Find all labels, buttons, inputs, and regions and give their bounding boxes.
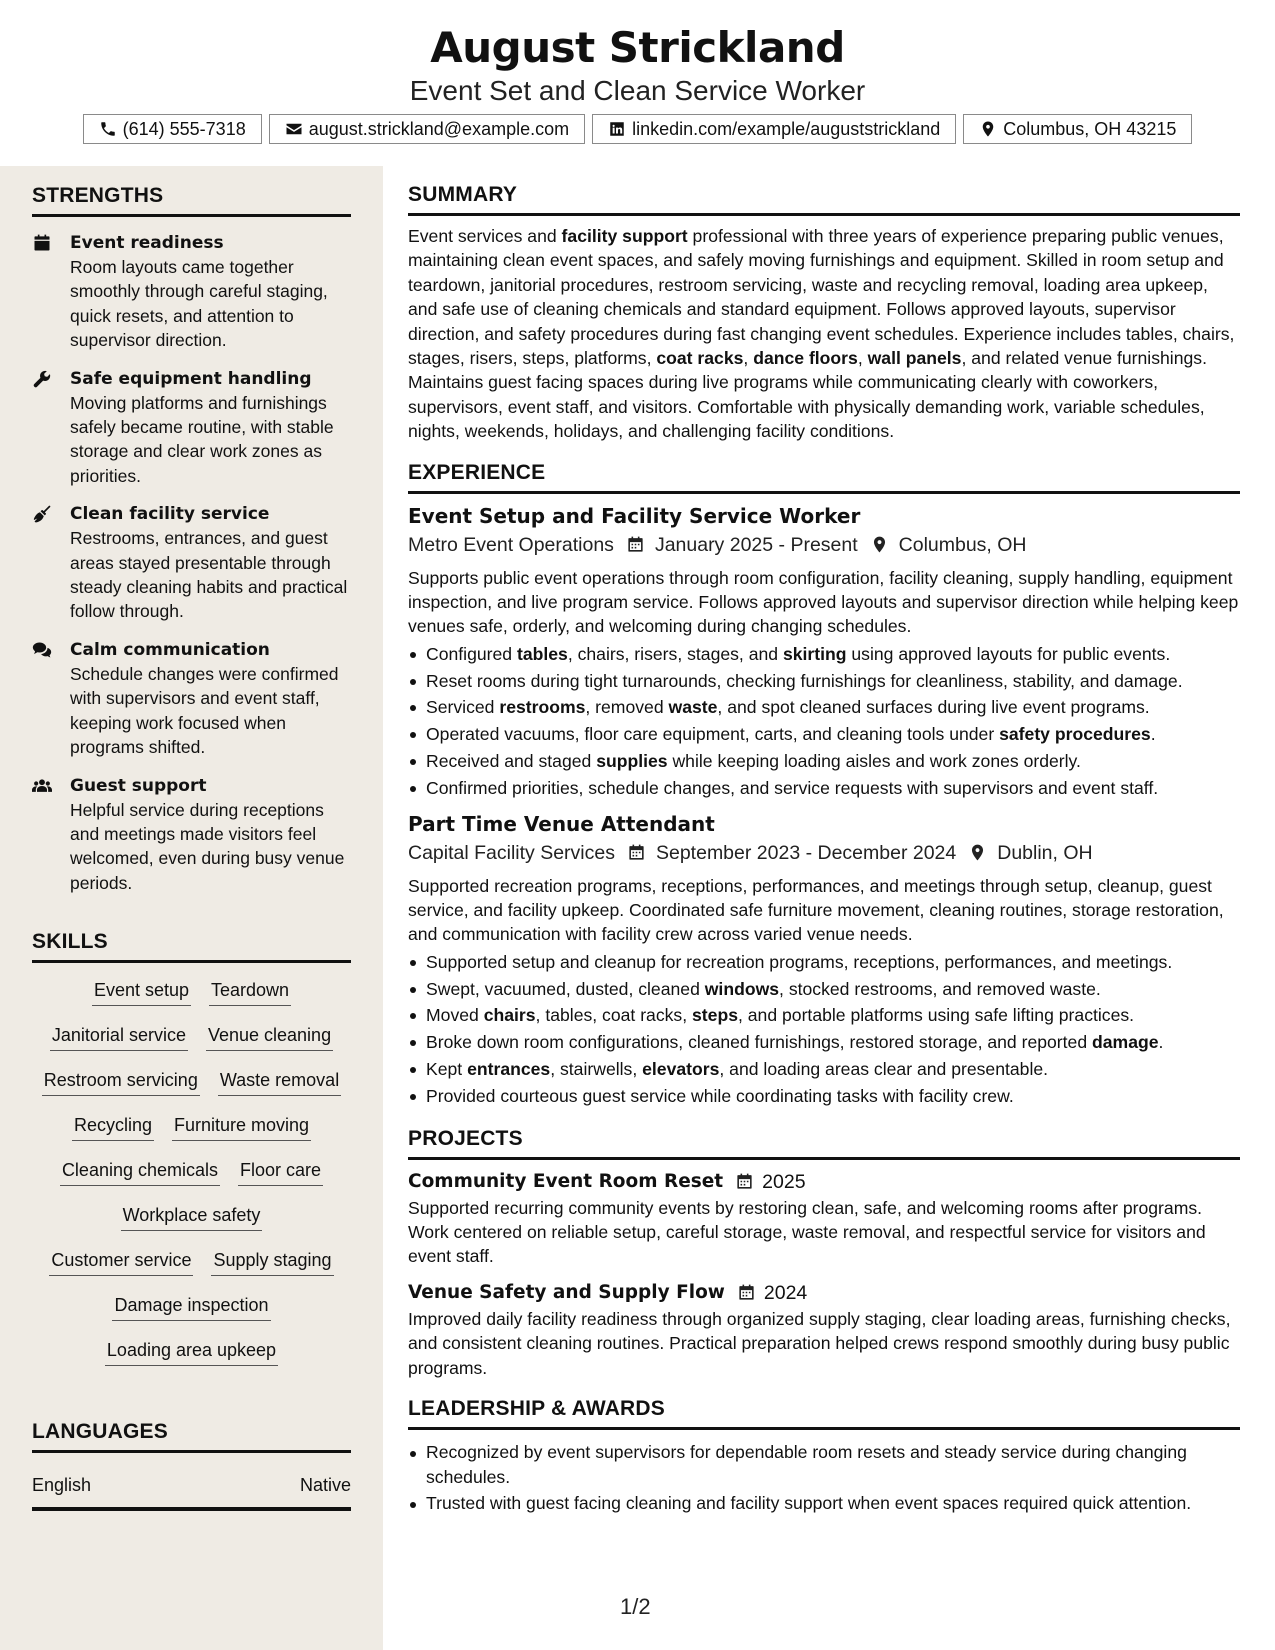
job-title: Part Time Venue Attendant — [408, 811, 715, 836]
awards-list — [408, 1440, 1240, 1515]
bullet-item: Operated vacuums, floor care equipment, carts, and cleaning tools under safety procedures. — [408, 721, 1240, 748]
strength-title: Event readiness — [70, 233, 224, 253]
summary-text: Event services and facility support professional with three years of experience preparing public venues, maintaining clean event spaces, and safely moving furnishings and equipment. Skilled in room setup and teardown, janitorial procedures, restroom servicing, waste and recycling removal, loading area upkeep, and safe use of cleaning chemicals and standard equipment. Follows approved layouts, supervisor direction, and safety procedures during fast changing event schedules. Experience includes tables, chairs, stages, risers, steps, platforms, coat racks, dance floors, wall panels, and related venue furnishings. Maintains guest facing spaces during live programs while communicating clearly with coworkers, supervisors, event staff, and visitors. Comfortable with physically demanding work, variable schedules, nights, weekends, holidays, and challenging facility conditions. — [408, 226, 1235, 442]
project-title: Community Event Room Reset — [408, 1170, 724, 1192]
resume-header — [0, 22, 1275, 108]
skill-tag: Recycling — [72, 1112, 154, 1141]
broom-icon — [32, 504, 52, 524]
languages-title: LANGUAGES — [32, 1419, 351, 1453]
strength-desc: Room layouts came together smoothly through careful staging, quick resets, and attention to supervisor direction. — [70, 257, 328, 351]
candidate-headline: Event Set and Clean Service Worker — [409, 75, 866, 106]
job-location: Dublin, OH — [997, 841, 1093, 864]
contact-linkedin[interactable] — [592, 114, 956, 144]
strength-item — [32, 774, 351, 896]
wrench-icon — [32, 369, 52, 389]
calendar-icon — [627, 843, 646, 862]
job-location: Columbus, OH — [898, 533, 1027, 556]
contact-bar — [0, 114, 1275, 144]
calendar-icon — [626, 535, 645, 554]
strength-title: Calm communication — [70, 639, 270, 660]
skill-tag: Venue cleaning — [206, 1022, 333, 1051]
language-name: English — [32, 1475, 92, 1495]
bullet-item: Received and staged supplies while keeping loading aisles and work zones orderly. — [408, 748, 1240, 775]
project-year: 2025 — [762, 1170, 806, 1193]
language-row — [32, 1473, 351, 1511]
candidate-name: August Strickland — [430, 23, 845, 72]
map-pin-icon — [968, 843, 987, 862]
page-number: 1/2 — [620, 1594, 651, 1619]
skill-tag: Customer service — [49, 1247, 193, 1276]
strength-item — [32, 638, 351, 760]
bullet-item: Provided courteous guest service while coordinating tasks with facility crew. — [408, 1083, 1240, 1110]
bullet-item: Confirmed priorities, schedule changes, and service requests with supervisors and event staff. — [408, 775, 1240, 802]
main-content — [408, 182, 1240, 1517]
strengths-title: STRENGTHS — [32, 183, 351, 217]
strength-desc: Moving platforms and furnishings safely became routine, with stable storage and clear work zones as priorities. — [70, 392, 334, 486]
skills-title: SKILLS — [32, 929, 351, 963]
job-bullets — [408, 641, 1240, 802]
skill-tag: Loading area upkeep — [105, 1337, 278, 1366]
project-entry — [408, 1279, 1240, 1380]
strength-title: Guest support — [70, 775, 207, 796]
award-item: Recognized by event supervisors for dependable room resets and steady service during changing schedules. — [408, 1440, 1240, 1489]
contact-email[interactable] — [269, 114, 585, 144]
skill-tag: Event setup — [92, 977, 191, 1006]
skill-tag: Workplace safety — [121, 1202, 263, 1231]
envelope-icon — [285, 120, 303, 138]
job-title: Event Setup and Facility Service Worker — [408, 503, 861, 528]
contact-location — [963, 114, 1192, 144]
skill-tag: Damage inspection — [112, 1292, 270, 1321]
award-item: Trusted with guest facing cleaning and facility support when event spaces required quick attention. — [408, 1491, 1240, 1515]
job-dates: January 2025 - Present — [654, 533, 858, 556]
bullet-item: Supported setup and cleanup for recreation programs, receptions, performances, and meetings. — [408, 949, 1240, 976]
skill-tag: Restroom servicing — [42, 1067, 200, 1096]
job-meta — [408, 530, 1240, 560]
project-description: Improved daily facility readiness through organized supply staging, clear loading areas, furnishing checks, and consistent cleaning routines. Practical preparation helped crews respond smoothly during busy public programs. — [408, 1308, 1231, 1378]
skill-tag: Teardown — [209, 977, 291, 1006]
map-pin-icon — [870, 535, 889, 554]
skills-list — [32, 977, 351, 1382]
job-description: Supports public event operations through room configuration, facility cleaning, supply handling, equipment inspection, and live program service. Follows approved layouts and supervisor direction while helping keep venues safe, orderly, and welcoming during changing schedules. — [408, 567, 1239, 637]
strength-desc: Helpful service during receptions and meetings made visitors feel welcomed, even during busy venue periods. — [70, 799, 345, 893]
project-entry — [408, 1168, 1240, 1269]
project-header — [408, 1279, 1240, 1307]
skill-tag: Furniture moving — [172, 1112, 311, 1141]
phone-text: (614) 555-7318 — [122, 118, 246, 139]
language-level: Native — [299, 1475, 351, 1495]
bullet-item: Broke down room configurations, cleaned furnishings, restored storage, and reported damage. — [408, 1029, 1240, 1056]
strength-desc: Schedule changes were confirmed with supervisors and event staff, keeping work focused when programs shifted. — [70, 663, 339, 758]
calendar-icon — [737, 1283, 756, 1302]
linkedin-icon — [608, 120, 626, 138]
strength-title: Safe equipment handling — [70, 368, 312, 389]
experience-title: EXPERIENCE — [408, 460, 1240, 494]
languages-section — [32, 1419, 351, 1511]
skill-tag: Supply staging — [211, 1247, 333, 1276]
job-bullets — [408, 949, 1240, 1110]
bullet-item: Serviced restrooms, removed waste, and spot cleaned surfaces during live event programs. — [408, 694, 1240, 721]
bullet-item: Swept, vacuumed, dusted, cleaned windows, stocked restrooms, and removed waste. — [408, 976, 1240, 1003]
email-text: august.strickland@example.com — [308, 118, 570, 139]
job-description: Supported recreation programs, receptions, performances, and meetings through setup, cleanup, guest service, and facility upkeep. Coordinated safe furniture movement, cleaning routines, storage restoration, and communication with facility crew across varied venue needs. — [408, 875, 1224, 945]
skill-tag: Floor care — [238, 1157, 323, 1186]
skill-tag: Janitorial service — [50, 1022, 188, 1051]
job-company: Capital Facility Services — [408, 841, 615, 864]
projects-title: PROJECTS — [408, 1126, 1240, 1160]
job-entry — [408, 502, 1240, 802]
strength-desc: Restrooms, entrances, and guest areas stayed presentable through steady cleaning habits and practical follow through. — [70, 528, 348, 622]
awards-title: LEADERSHIP & AWARDS — [408, 1396, 1240, 1430]
bullet-item: Moved chairs, tables, coat racks, steps, and portable platforms using safe lifting practices. — [408, 1002, 1240, 1029]
job-company: Metro Event Operations — [408, 533, 614, 556]
job-entry — [408, 810, 1240, 1110]
summary-title: SUMMARY — [408, 182, 1240, 216]
linkedin-text: linkedin.com/example/auguststrickland — [632, 118, 941, 139]
sidebar — [0, 166, 383, 1650]
strength-title: Clean facility service — [70, 504, 270, 525]
skill-tag: Waste removal — [218, 1067, 341, 1096]
bullet-item: Reset rooms during tight turnarounds, checking furnishings for cleanliness, stability, and damage. — [408, 668, 1240, 695]
skills-section — [32, 929, 351, 1382]
strengths-section — [32, 183, 351, 895]
contact-phone[interactable] — [83, 114, 262, 144]
project-year: 2024 — [763, 1281, 808, 1304]
calendar-icon — [735, 1172, 754, 1191]
bullet-item: Kept entrances, stairwells, elevators, and loading areas clear and presentable. — [408, 1056, 1240, 1083]
bullet-item: Configured tables, chairs, risers, stages, and skirting using approved layouts for public events. — [408, 641, 1240, 668]
project-title: Venue Safety and Supply Flow — [408, 1281, 725, 1303]
calendar-icon — [32, 233, 52, 253]
location-text: Columbus, OH 43215 — [1003, 118, 1177, 139]
strength-item — [32, 367, 351, 489]
project-header — [408, 1168, 1240, 1196]
job-meta — [408, 838, 1240, 868]
users-icon — [32, 776, 52, 796]
skill-tag: Cleaning chemicals — [60, 1157, 220, 1186]
phone-icon — [99, 120, 117, 138]
strength-item — [32, 502, 351, 624]
project-description: Supported recurring community events by restoring clean, safe, and welcoming rooms after programs. Work centered on reliable setup, careful storage, waste removal, and respectful service for visitors and event staff. — [408, 1197, 1206, 1267]
job-dates: September 2023 - December 2024 — [655, 841, 957, 864]
strength-item — [32, 231, 351, 353]
map-pin-icon — [979, 120, 997, 138]
chat-icon — [32, 640, 52, 660]
